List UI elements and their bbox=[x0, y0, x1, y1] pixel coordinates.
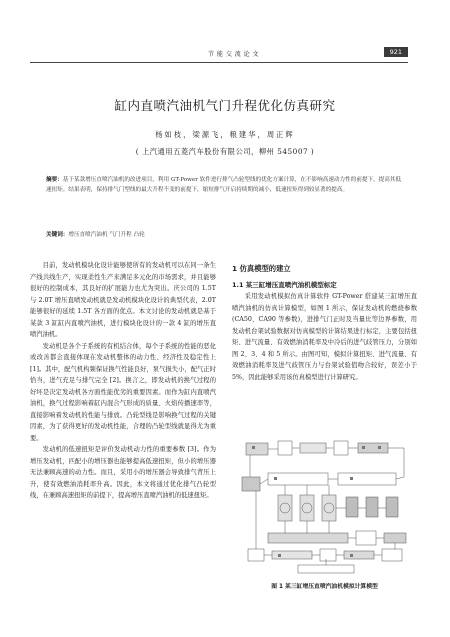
author-list: 杨如枝，梁源飞，粮建华，周正辉 bbox=[155, 130, 295, 139]
page-header bbox=[30, 49, 408, 63]
engine-model-diagram bbox=[238, 437, 414, 577]
abstract bbox=[46, 175, 406, 195]
affiliation: ( 上汽通用五菱汽车股份有限公司，柳州 545007 ) bbox=[135, 147, 315, 156]
body-paragraph: 采用发动机模拟仿真计算软件 GT-Power 搭建某三缸增压直喷汽油机的仿真计算模型，如图 1 所示，保证发动机的燃烧参数(CA50、CA90 等参数)，进排气门正时及当量比等边界参数，用发动机台架试验数据对仿真模型的计算结果进行标定，主要包括扭矩、进气流量、有效燃油消耗率及中冷后的进气歧管压力，分别如图 2、3、4 和 5 所示。由图可知，模拟计算扭矩、进气流量、有效燃油消耗率及进气歧管压力与台架试验值吻合较好，误差小于 5%，因此能够采用该仿真模型进行计算研究。 bbox=[232, 293, 417, 381]
keywords bbox=[46, 230, 406, 238]
body-paragraph: 发动机是各个子系统的有机结合体，每个子系统的性能的恶化或改善都会直接体现在发动机整体的动力性、经济性及稳定性上 [1]。其中，配气机构频保证换气性能良好，泵气损失小，配气正时恰当，进气充足与排气完全 [2]。换言之，即发动机的换气过程的好坏是决定发动机各方面性能优劣的重要因素。而作为缸内直喷汽油机，换气过程影响着缸内混合气形成的质量、火焰传播速率等，直接影响着发动机的性能与排放。凸轮型线是影响换气过程的关键因素，为了获得更好的发动机性能，合理的凸轮型线就显得尤为重要。 bbox=[30, 342, 216, 442]
paper-title: 缸内直喷汽油机气门升程优化仿真研究 bbox=[114, 98, 336, 113]
right-column bbox=[232, 262, 417, 383]
figure-caption: 图 1 某三缸增压直喷汽油机模拟计算模型 bbox=[271, 584, 378, 590]
engine-model-schematic bbox=[238, 437, 414, 577]
abstract-text: 基于某款增压直喷汽油机的改进项目，利用 GT-Power 软件进行排气凸轮型线的优化方案计算，在不影响高速动力性的前提下，提高其低速扭矩。结果表明，保持排气门型线的最大升程不变的前提下，缩短排气开启持续期的减小，低速扭矩得到较显著的提高。 bbox=[46, 177, 402, 194]
keywords-text: 增压直喷汽油机 气门升程 凸轮 bbox=[68, 232, 145, 238]
journal-name: 节 能 交 流 论 文 bbox=[208, 51, 260, 58]
page-number-badge: 921 bbox=[384, 47, 408, 57]
section-heading: 1 仿真模型的建立 bbox=[232, 264, 291, 273]
left-column bbox=[30, 260, 216, 502]
body-paragraph: 目前，发动机模块化设计能够使所有的发动机可以在同一条生产线共线生产，实现柔性生产来满足多元化的市场需求，并且能够很好的控制成本，其良好的扩展能力也尤为突出。庆公司的 1.5T 与 2.0T 增压直喷发动机就是发动机模块化设计的典型代表，2.0T 能够很好的延续 1.5T 各方面的优点。本文讨论的发动机就是基于某款 3 缸缸内直喷汽油机，进行模块化设计的一款 4 缸的增压直喷汽油机。 bbox=[30, 262, 216, 338]
keywords-label: 关键词： bbox=[46, 232, 69, 238]
body-paragraph: 发动机的低速扭矩是评价发动机动力性的重要参数 [3]。作为增压发动机，匹配小的增压器也能够提高低速扭矩，但小的增压器无法兼顾高速的动力性。而且，采用小的增压器会导致排气背压上升，使有效燃油消耗率升高。因此，本文将通过优化排气凸轮型线，在兼顾高速扭矩的前提下，提高增压直喷汽油机的低速扭矩。 bbox=[30, 446, 216, 499]
subsection-heading: 1.1 某三缸增压直喷汽油机模型标定 bbox=[232, 281, 337, 289]
abstract-label: 摘要： bbox=[46, 177, 63, 183]
